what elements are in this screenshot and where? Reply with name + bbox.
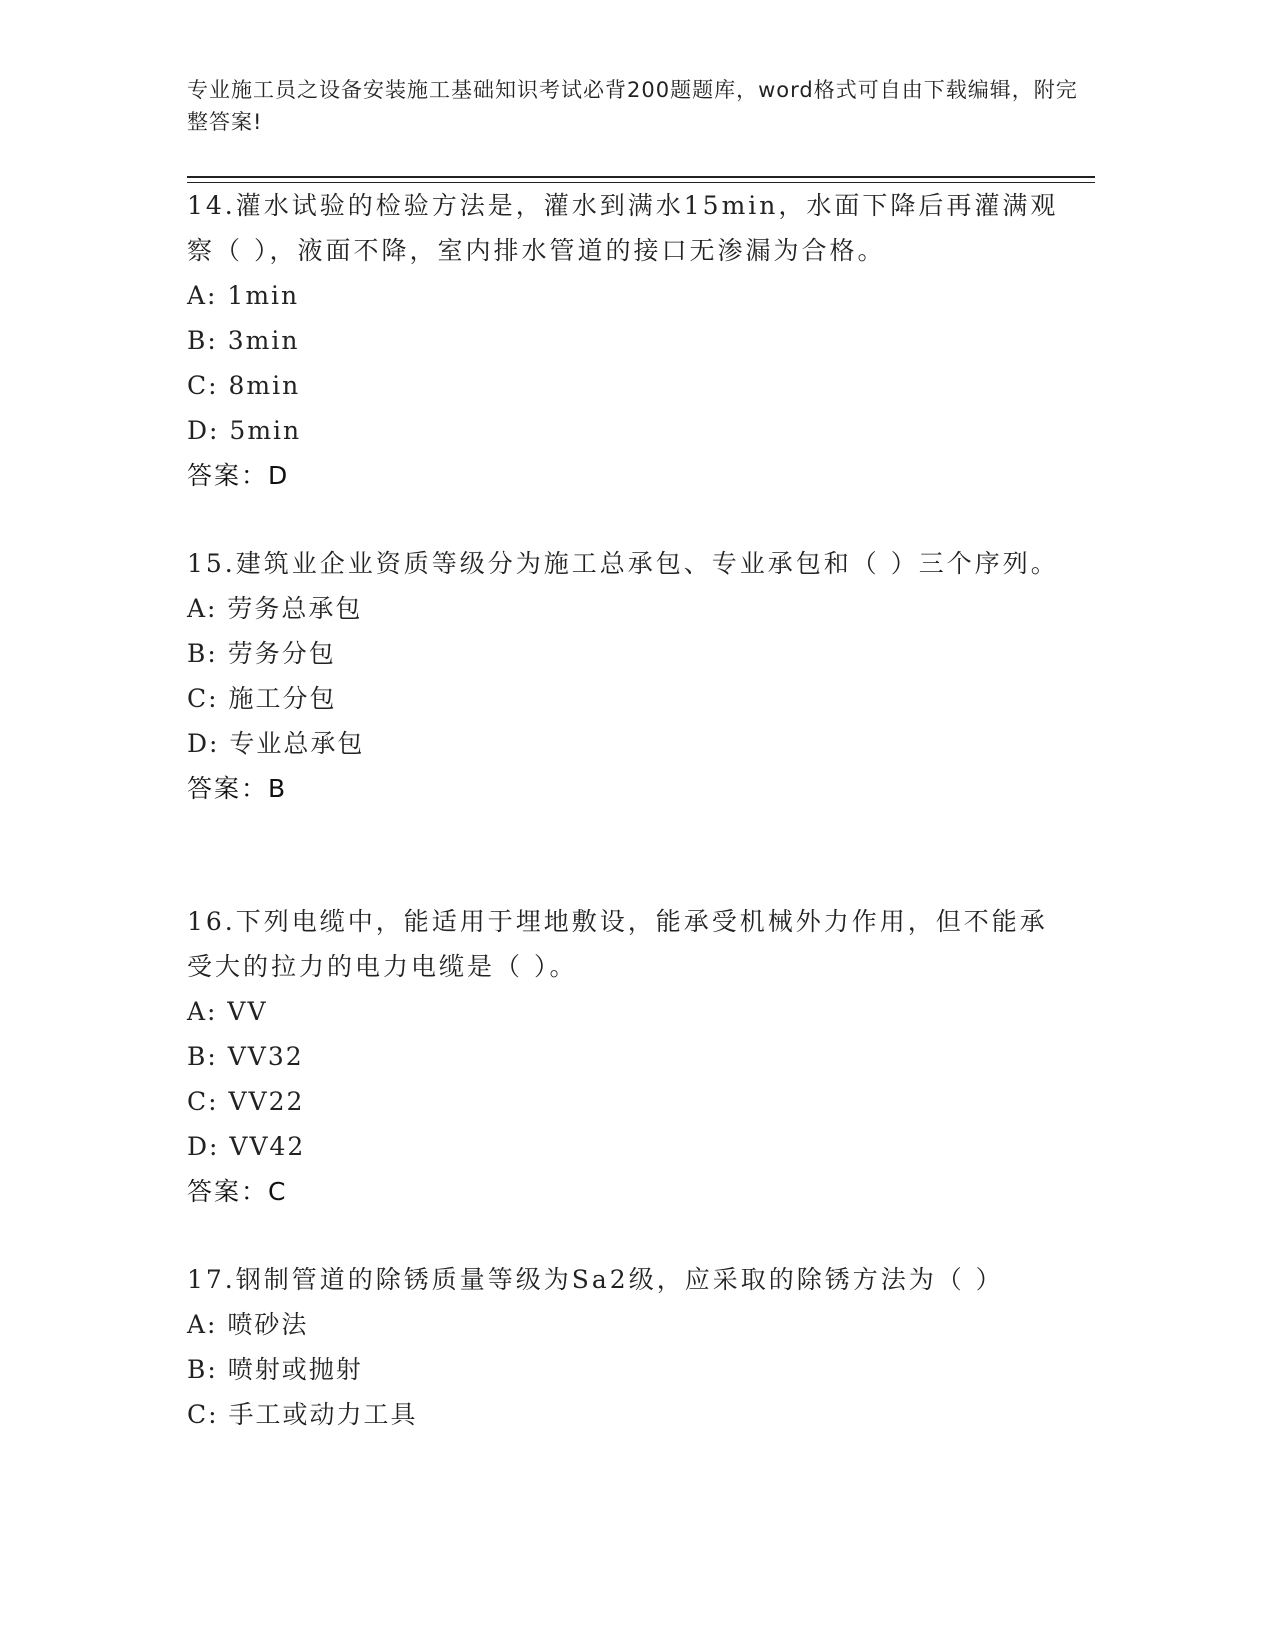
question-stem: 16.下列电缆中，能适用于埋地敷设，能承受机械外力作用，但不能承受大的拉力的电力电缆是（ ）。 <box>187 907 1048 981</box>
option-c: C: VV22 <box>187 1087 305 1116</box>
option-a: A: VV <box>187 997 268 1026</box>
option-b: B: 劳务分包 <box>187 639 336 668</box>
option-c: C: 8min <box>187 371 301 400</box>
question-stem: 17.钢制管道的除锈质量等级为Sa2级，应采取的除锈方法为（ ） <box>187 1265 1004 1294</box>
question-15 <box>187 541 1067 811</box>
answer-line: 答案：C <box>187 1177 288 1206</box>
question-16 <box>187 899 1067 1214</box>
option-a: A: 劳务总承包 <box>187 594 363 623</box>
option-c: C: 施工分包 <box>187 684 337 713</box>
option-b: B: 喷射或抛射 <box>187 1355 363 1384</box>
document-header: 专业施工员之设备安装施工基础知识考试必背200题题库，word格式可自由下载编辑，附完整答案! <box>187 78 1078 134</box>
question-17 <box>187 1257 1067 1437</box>
option-c: C: 手工或动力工具 <box>187 1400 418 1429</box>
option-d: D: 专业总承包 <box>187 729 365 758</box>
option-b: B: VV32 <box>187 1042 304 1071</box>
question-14 <box>187 183 1067 498</box>
answer-line: 答案：D <box>187 461 290 490</box>
option-b: B: 3min <box>187 326 300 355</box>
question-stem: 15.建筑业企业资质等级分为施工总承包、专业承包和（ ）三个序列。 <box>187 549 1059 578</box>
option-d: D: VV42 <box>187 1132 306 1161</box>
option-a: A: 喷砂法 <box>187 1310 309 1339</box>
option-d: D: 5min <box>187 416 302 445</box>
answer-line: 答案：B <box>187 774 288 803</box>
question-stem: 14.灌水试验的检验方法是，灌水到满水15min，水面下降后再灌满观察（ ），液面不降，室内排水管道的接口无渗漏为合格。 <box>187 191 1059 265</box>
option-a: A: 1min <box>187 281 300 310</box>
header-divider-thick <box>187 176 1095 178</box>
